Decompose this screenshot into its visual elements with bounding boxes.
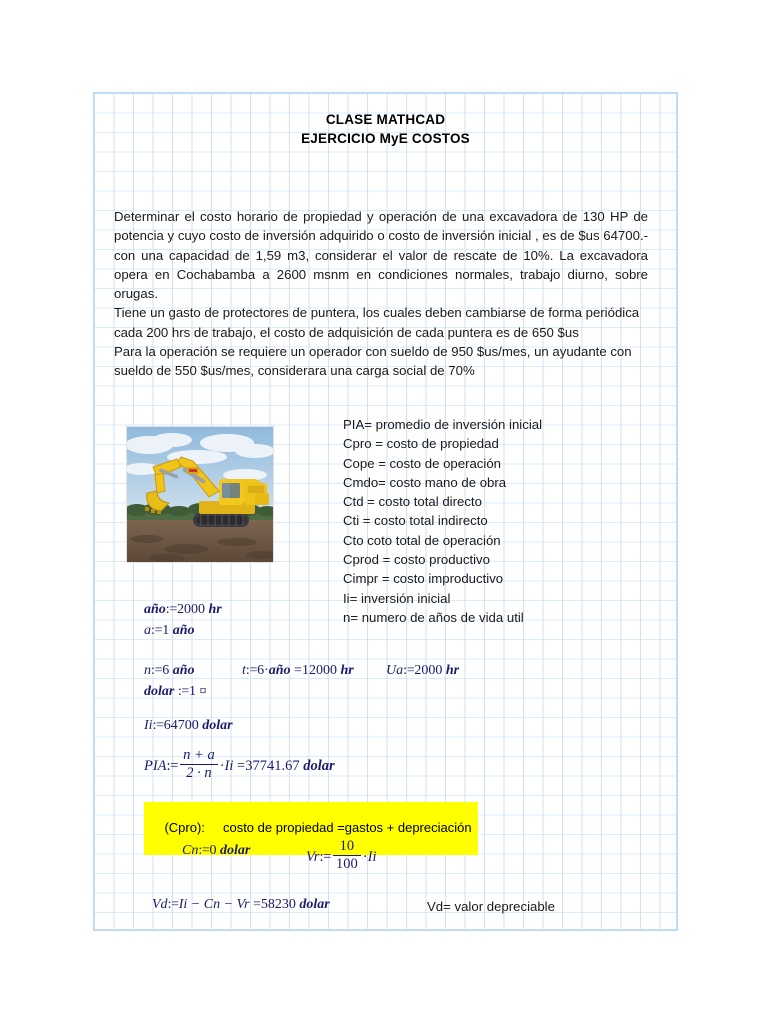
fraction-denominator: 2 · n [186,765,212,782]
vd-annotation: Vd= valor depreciable [427,899,555,914]
math-value: 1 [162,623,170,638]
math-var-ii: Ii [144,718,153,733]
cpro-label: (Cpro): [164,820,205,835]
math-result: 37741.67 [245,758,300,775]
math-var-cn: Cn [182,843,199,858]
math-result: 12000 [301,663,337,678]
math-value: 6 [257,663,265,678]
math-region-vd[interactable] [152,897,330,913]
legend-item: Cope = costo de operación [343,455,501,471]
math-assign-op: := [165,602,177,617]
legend-item: PIA= promedio de inversión inicial [343,417,543,432]
legend-item: Ctd = costo total directo [343,494,482,510]
currency-symbol-icon: ¤ [199,684,207,699]
math-unit: hr [445,663,460,678]
math-assign-op: := [151,663,163,678]
graph-paper-sheet [93,92,678,931]
math-var-t: t [242,663,246,678]
legend-item: Cimpr = costo improductivo [343,571,504,587]
math-var-ano: año [144,602,166,617]
math-value: 64700 [163,718,199,733]
math-operand: Ii [224,758,234,775]
math-region-dolar[interactable] [144,684,207,700]
math-var-dolar: dolar [144,684,175,699]
math-equals-op: = [294,663,302,678]
math-var-n: n [144,663,151,678]
legend-item: Cti = costo total indirecto [343,513,488,529]
math-unit: dolar [220,843,251,858]
math-expression: Ii − Cn − Vr [178,897,250,912]
math-value: 2000 [414,663,443,678]
math-assign-op: := [198,843,210,858]
math-value: 0 [209,843,217,858]
math-result: 58230 [260,897,296,912]
document-title [94,110,677,148]
math-fraction [333,839,361,872]
math-assign-op: := [167,897,179,912]
math-value: 2000 [176,602,205,617]
math-region-a[interactable] [144,623,194,639]
math-result-unit: dolar [299,897,330,912]
math-value: 6 [162,663,170,678]
fraction-numerator: n + a [183,746,215,763]
legend-item: Cto coto total de operación [343,532,501,548]
math-dot-op: · [362,849,368,866]
math-unit: dolar [202,718,233,733]
title-line-2: EJERCICIO MyE COSTOS [301,131,470,146]
legend-item: Ii= inversión inicial [343,591,451,606]
excavator-illustration [127,427,273,562]
math-var-pia: PIA [144,758,167,775]
math-result-unit: dolar [303,758,335,775]
math-assign-op: := [319,849,332,866]
abbreviation-legend [343,415,542,589]
math-region-t[interactable] [242,663,354,679]
math-var-vd: Vd [152,897,168,912]
abbreviation-legend-secondary [343,589,524,628]
paragraph-2: Tiene un gasto de protectores de puntera, los cuales deben cambiarse de forma periódica cada 200 hrs de trabajo, el costo de adquisición de cada puntera es de 650 $us [114,305,640,340]
excavator-photo [126,426,274,563]
math-region-vr[interactable] [306,837,377,874]
math-region-n[interactable] [144,663,194,679]
math-assign-op: := [152,718,164,733]
legend-item: Cprod = costo productivo [343,552,490,568]
paragraph-1: Determinar el costo horario de propiedad y operación de una excavadora de 130 HP de potencia y cuyo costo de inversión adquirido o costo de inversión inicial , es de $us 64700.- con una capacidad de 1,59 m3, considerar el valor de rescate de 10%. La excavadora opera en Cochabamba a 2600 msnm en condiciones normales, trabajo diurno, sobre orugas. [114,209,648,302]
math-unit: año [172,623,195,638]
math-region-pia[interactable] [144,746,335,783]
math-value: 1 [189,684,197,699]
math-dot-op: · [219,758,225,775]
problem-statement [114,207,648,381]
math-equals-op: = [253,897,261,912]
math-operand: Ii [367,849,377,866]
math-dot-op: · [264,663,269,678]
math-assign-op: := [177,684,190,699]
fraction-numerator: 10 [339,837,355,854]
fraction-denominator: 100 [336,856,358,873]
excavator-tracks [193,513,249,527]
paragraph-3: Para la operación se requiere un operador con sueldo de 950 $us/mes, un ayudante con sueldo de 550 $us/mes, considerara una carga social de 70% [114,344,632,379]
math-region-ii[interactable] [144,718,233,734]
math-equals-op: = [237,758,246,775]
math-region-cn[interactable] [182,843,250,859]
math-unit: hr [208,602,222,617]
legend-item: n= numero de años de vida util [343,610,524,626]
math-region-ua[interactable] [386,663,459,679]
math-result-unit: hr [340,663,354,678]
math-fraction [180,748,218,781]
math-assign-op: := [403,663,415,678]
math-var-a: a [144,623,151,638]
math-assign-op: := [151,623,163,638]
math-region-ano[interactable] [144,602,222,618]
math-assign-op: := [166,758,179,775]
title-line-1: CLASE MATHCAD [325,112,446,127]
math-unit: año [268,663,291,678]
math-var-vr: Vr [306,849,320,866]
legend-item: Cmdo= costo mano de obra [343,474,507,490]
math-var-ua: Ua [386,663,404,678]
cpro-text: costo de propiedad =gastos + depreciación [222,820,472,835]
math-assign-op: := [245,663,258,678]
math-unit: año [172,663,195,678]
legend-item: Cpro = costo de propiedad [343,436,499,452]
